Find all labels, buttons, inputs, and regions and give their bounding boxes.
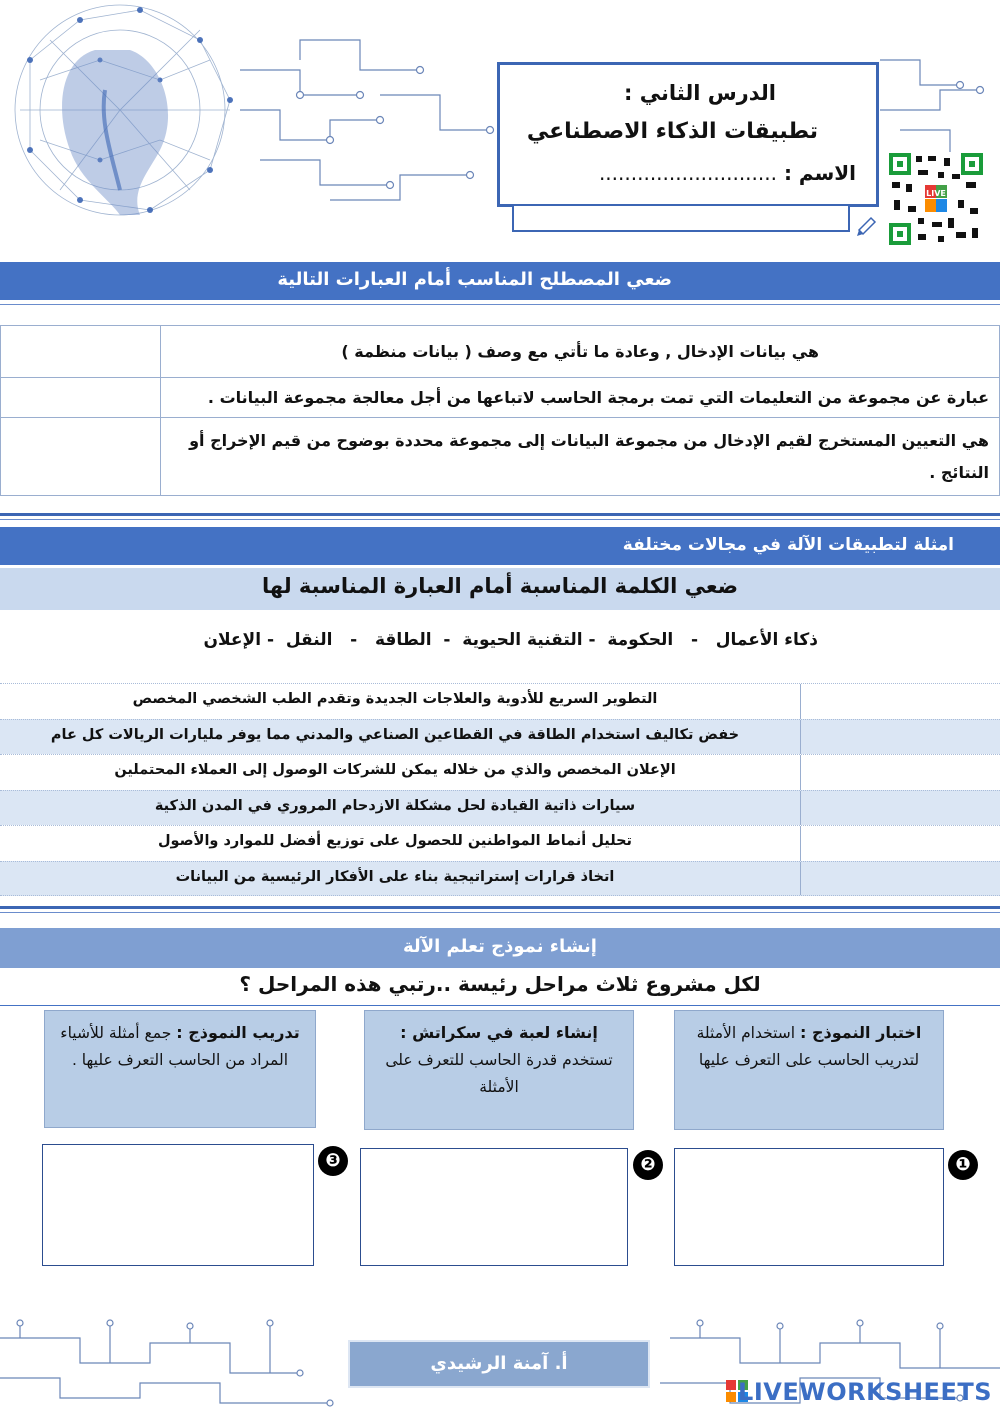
section2-header xyxy=(0,527,1000,565)
teacher-name: أ. آمنة الرشيدي xyxy=(430,1353,568,1374)
divider xyxy=(0,519,1000,520)
divider xyxy=(0,912,1000,913)
name-label: الاسم : xyxy=(783,161,856,185)
row-text: تحليل أنماط المواطنين للحصول على توزيع أفضل للموارد والأصول xyxy=(157,833,633,849)
divider xyxy=(0,1005,1000,1006)
row-text: اتخاذ قرارات إستراتيجية بناء على الأفكار الرئيسية من البيانات xyxy=(175,868,615,885)
lesson-title: تطبيقات الذكاء الاصطناعي xyxy=(526,119,818,144)
divider xyxy=(0,906,1000,909)
lesson-box-tab xyxy=(512,206,850,232)
section2-instruction-bar xyxy=(0,568,1000,610)
stage-body: جمع أمثلة للأشياء المراد من الحاسب التعرف عليها . xyxy=(60,1024,289,1070)
section3-title: إنشاء نموذج تعلم الآلة xyxy=(403,936,597,957)
answer-cell[interactable] xyxy=(800,791,1000,826)
matching-row xyxy=(0,754,1000,790)
term-answer-cell[interactable] xyxy=(1,418,161,496)
term-definition: هي التعيين المستخرج لقيم الإدخال من مجموعة البيانات إلى مجموعة محددة بوضوح من قيم الإخراج أو النتائج . xyxy=(161,418,1000,496)
liveworksheets-brand[interactable]: LIVEWORKSHEETS xyxy=(738,1378,992,1406)
answer-cell[interactable] xyxy=(800,826,1000,861)
stage-body: استخدام الأمثلة لتدريب الحاسب على التعرف عليها xyxy=(696,1024,920,1070)
pen-hand-icon xyxy=(855,208,885,238)
answer-cell[interactable] xyxy=(800,862,1000,896)
stage-body: تستخدم قدرة الحاسب للتعرف على الأمثلة xyxy=(385,1051,613,1097)
order-answer-box-3[interactable] xyxy=(42,1144,314,1266)
stage-head: اختبار النموذج : xyxy=(800,1023,922,1042)
name-dots: ............................ xyxy=(598,161,777,185)
section2-instruction: ضعي الكلمة المناسبة أمام العبارة المناسبة لها xyxy=(261,574,739,598)
lesson-title-box xyxy=(497,62,879,207)
section1-header xyxy=(0,262,1000,300)
number-1-badge: ❶ xyxy=(948,1150,978,1180)
terms-table xyxy=(0,325,1000,496)
stage-card-train xyxy=(44,1010,316,1128)
matching-row xyxy=(0,790,1000,826)
qr-live-badge: LIVE xyxy=(926,189,946,198)
row-text: التطوير السريع للأدوية والعلاجات الجديدة وتقدم الطب الشخصي المخصص xyxy=(132,691,658,707)
stage-card-scratch xyxy=(364,1010,634,1130)
matching-row xyxy=(0,683,1000,719)
row-text: سيارات ذاتية القيادة لحل مشكلة الازدحام المروري في المدن الذكية xyxy=(154,797,636,814)
order-answer-box-2[interactable] xyxy=(360,1148,628,1266)
section3-instruction: لكل مشروع ثلاث مراحل رئيسة ..رتبي هذه المراحل ؟ xyxy=(239,972,761,996)
section2-title: امثلة لتطبيقات الآلة في مجالات مختلفة xyxy=(622,535,954,555)
teacher-name-badge xyxy=(348,1340,650,1388)
divider xyxy=(0,304,1000,305)
qr-code-icon xyxy=(888,152,984,246)
stage-head: إنشاء لعبة في سكراتش : xyxy=(400,1023,598,1042)
row-text: خفض تكاليف استخدام الطاقة في القطاعين الصناعي والمدني مما يوفر مليارات الريالات كل عام xyxy=(50,726,740,743)
stage-card-test xyxy=(674,1010,944,1130)
number-3-badge: ❸ xyxy=(318,1146,348,1176)
section3-header xyxy=(0,928,1000,968)
term-definition: عبارة عن مجموعة من التعليمات التي تمت برمجة الحاسب لاتباعها من أجل معالجة مجموعة البيانات . xyxy=(161,378,1000,418)
stage-head: تدريب النموذج : xyxy=(176,1023,300,1042)
divider xyxy=(0,513,1000,516)
order-answer-box-1[interactable] xyxy=(674,1148,944,1266)
matching-row xyxy=(0,825,1000,861)
matching-row xyxy=(0,861,1000,897)
answer-cell[interactable] xyxy=(800,684,1000,719)
matching-rows xyxy=(0,683,1000,896)
number-2-badge: ❷ xyxy=(633,1150,663,1180)
row-text: الإعلان المخصص والذي من خلاله يمكن للشركات الوصول إلى العملاء المحتملين xyxy=(114,762,676,778)
term-definition: هي بيانات الإدخال , وعادة ما تأتي مع وصف ( بيانات منظمة ) xyxy=(161,326,1000,378)
lesson-number: الدرس الثاني : xyxy=(624,81,776,105)
word-bank: ذكاء الأعمال - الحكومة - التقنية الحيوية - الطاقة - النقل - الإعلان xyxy=(203,630,818,650)
answer-cell[interactable] xyxy=(800,755,1000,790)
term-answer-cell[interactable] xyxy=(1,378,161,418)
term-answer-cell[interactable] xyxy=(1,326,161,378)
answer-cell[interactable] xyxy=(800,720,1000,755)
section1-title: ضعي المصطلح المناسب أمام العبارات التالية xyxy=(277,269,672,290)
student-name-field[interactable] xyxy=(599,161,856,185)
matching-row xyxy=(0,719,1000,755)
